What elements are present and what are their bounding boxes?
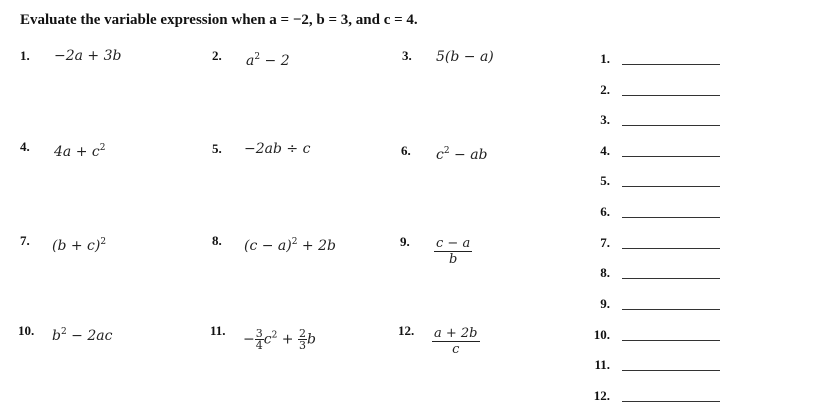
problem-expression — [246, 52, 290, 69]
expr-rest: − 2 — [260, 53, 290, 69]
expr-minus: − — [243, 331, 255, 348]
expr-rest: + 2b — [297, 238, 336, 254]
problem-expression — [243, 328, 316, 351]
expr-main: (c − a) — [244, 238, 292, 254]
answer-blank[interactable] — [622, 309, 720, 310]
fraction-denominator: 4 — [255, 339, 263, 352]
problem-number: 3. — [402, 48, 412, 63]
expr-exponent: 2 — [443, 146, 450, 156]
fraction-denominator: b — [448, 252, 458, 267]
answer-blank[interactable] — [622, 125, 720, 126]
answer-label: 10. — [593, 327, 610, 342]
expr-exponent: 2 — [271, 330, 278, 341]
problem-expression — [52, 237, 106, 254]
answer-blank[interactable] — [622, 156, 720, 157]
fraction-numerator: c − a — [436, 236, 471, 251]
expr-exponent: 2 — [100, 237, 107, 247]
expr-main: (b + c) — [52, 238, 101, 254]
answer-blank[interactable] — [622, 64, 720, 65]
answer-label: 11. — [594, 357, 610, 372]
expr-variable: b — [306, 331, 316, 348]
problem-expression: 5(b − a) — [436, 49, 494, 65]
expr-exponent: 2 — [254, 52, 261, 62]
answer-blank[interactable] — [622, 278, 720, 279]
fraction-numerator: 2 — [298, 327, 306, 340]
problem-number: 1. — [20, 48, 30, 63]
answer-label: 7. — [600, 235, 610, 250]
problem-number: 5. — [212, 141, 222, 156]
expr-exponent: 2 — [99, 143, 106, 153]
problem-expression — [244, 237, 336, 254]
expr-exponent: 2 — [291, 237, 298, 247]
fraction-denominator: c — [452, 342, 460, 357]
answer-label: 3. — [600, 112, 610, 127]
answer-label: 8. — [600, 265, 610, 280]
problem-number: 7. — [20, 233, 30, 248]
answer-label: 5. — [600, 173, 610, 188]
expr-base: b — [52, 328, 61, 344]
expr-variable: c — [263, 331, 272, 348]
fraction-numerator: 3 — [255, 327, 263, 340]
answer-blank[interactable] — [622, 370, 720, 371]
fraction-numerator: a + 2b — [434, 326, 478, 341]
problem-expression: −2a + 3b — [54, 48, 122, 64]
problem-fraction — [432, 326, 480, 357]
problem-expression — [52, 327, 112, 344]
expr-main: 4a + c — [54, 144, 100, 160]
answer-blank[interactable] — [622, 186, 720, 187]
fraction-two-thirds — [298, 328, 307, 351]
problem-number: 11. — [210, 323, 226, 338]
answer-blank[interactable] — [622, 401, 720, 402]
problem-number: 12. — [398, 323, 415, 338]
answer-label: 12. — [593, 388, 610, 403]
answer-label: 1. — [600, 51, 610, 66]
problem-number: 4. — [20, 139, 30, 154]
answer-label: 6. — [600, 204, 610, 219]
expr-rest: − ab — [449, 147, 488, 163]
fraction-denominator: 3 — [298, 339, 306, 352]
answer-blank[interactable] — [622, 340, 720, 341]
problem-expression — [436, 146, 488, 163]
answer-label: 4. — [600, 143, 610, 158]
answer-blank[interactable] — [622, 248, 720, 249]
expr-base: a — [246, 53, 255, 69]
problem-fraction — [434, 236, 472, 267]
answer-label: 9. — [600, 296, 610, 311]
problem-number: 9. — [400, 234, 410, 249]
expr-plus: + — [277, 331, 298, 348]
problem-number: 6. — [401, 143, 411, 158]
problem-expression — [54, 143, 105, 160]
answer-blank[interactable] — [622, 95, 720, 96]
problem-expression: −2ab ÷ c — [244, 141, 311, 157]
fraction-three-quarters — [255, 328, 264, 351]
expr-exponent: 2 — [60, 327, 67, 337]
problem-number: 8. — [212, 233, 222, 248]
worksheet-title: Evaluate the variable expression when a = −2, b = 3, and c = 4. — [20, 12, 418, 28]
problem-number: 10. — [18, 323, 35, 338]
expr-rest: − 2ac — [66, 328, 113, 344]
problem-number: 2. — [212, 48, 222, 63]
answer-blank[interactable] — [622, 217, 720, 218]
answer-label: 2. — [600, 82, 610, 97]
expr-base: c — [436, 147, 444, 163]
